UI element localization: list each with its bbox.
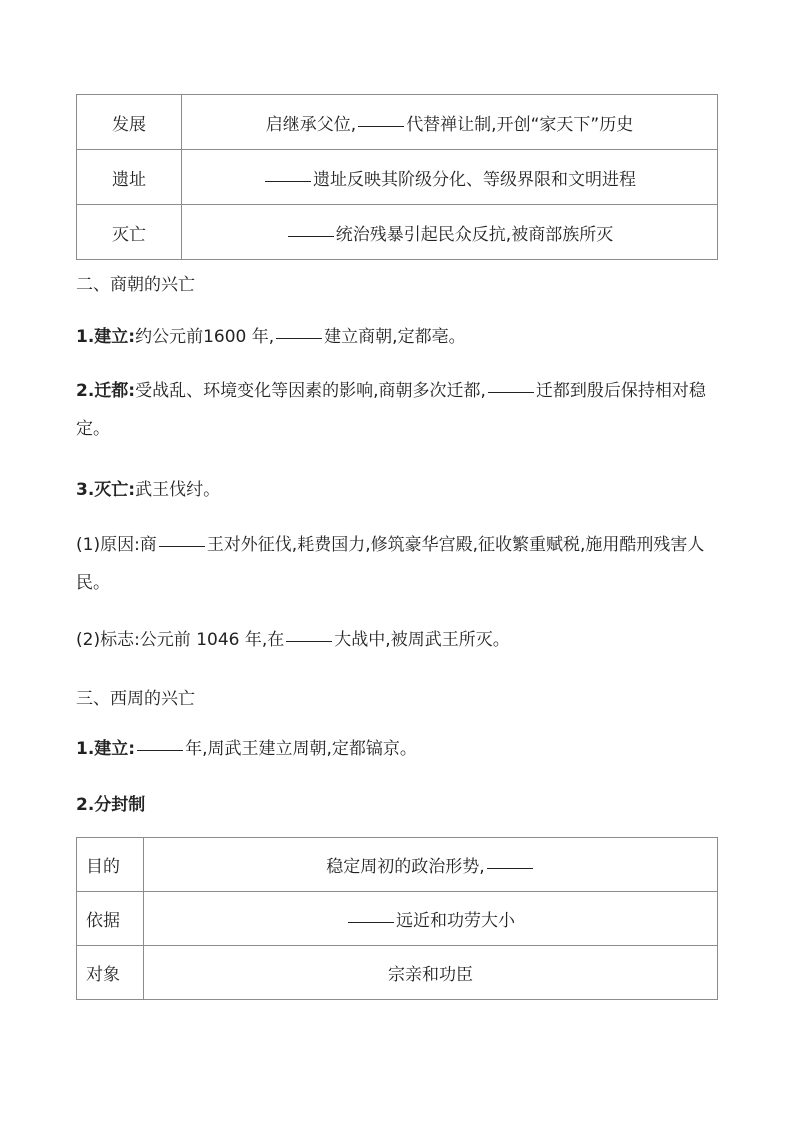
row-key: 依据 — [77, 892, 144, 946]
row-value: 宗亲和功臣 — [144, 946, 718, 1000]
answer-blank[interactable] — [487, 867, 533, 869]
paragraph-shang-fall: 3.灭亡:武王伐纣。 — [76, 480, 221, 500]
row-value: 启继承父位, 代替禅让制,开创“家天下”历史 — [182, 95, 718, 150]
table-row — [77, 892, 718, 946]
row-value: 遗址反映其阶级分化、等级界限和文明进程 — [182, 150, 718, 205]
row-key: 对象 — [77, 946, 144, 1000]
table-row — [77, 95, 718, 150]
table-row — [77, 150, 718, 205]
section-title-shang: 二、商朝的兴亡 — [76, 275, 195, 295]
paragraph-zhou-founding: 1.建立: 年,周武王建立周朝,定都镐京。 — [76, 739, 417, 759]
table-row — [77, 838, 718, 892]
answer-blank[interactable] — [159, 545, 205, 547]
row-value: 统治残暴引起民众反抗,被商部族所灭 — [182, 205, 718, 260]
paragraph-shang-cause: (1)原因:商 王对外征伐,耗费国力,修筑豪华宫殿,征收繁重赋税,施用酷刑残害人民。 — [76, 535, 705, 593]
row-key: 灭亡 — [77, 205, 182, 260]
answer-blank[interactable] — [276, 337, 322, 339]
row-key: 目的 — [77, 838, 144, 892]
row-value: 远近和功劳大小 — [144, 892, 718, 946]
table-xia — [76, 94, 718, 260]
answer-blank[interactable] — [137, 749, 183, 751]
paragraph-shang-founding: 1.建立:约公元前1600 年, 建立商朝,定都亳。 — [76, 327, 466, 347]
table-row — [77, 946, 718, 1000]
answer-blank[interactable] — [265, 180, 311, 182]
answer-blank[interactable] — [348, 921, 394, 923]
answer-blank[interactable] — [286, 640, 332, 642]
row-value: 稳定周初的政治形势, — [144, 838, 718, 892]
paragraph-shang-sign: (2)标志:公元前 1046 年,在 大战中,被周武王所灭。 — [76, 630, 510, 650]
table-row — [77, 205, 718, 260]
answer-blank[interactable] — [288, 235, 334, 237]
row-key: 发展 — [77, 95, 182, 150]
table-fenfeng — [76, 837, 718, 1000]
answer-blank[interactable] — [488, 391, 534, 393]
paragraph-fenfeng-title: 2.分封制 — [76, 795, 146, 815]
row-key: 遗址 — [77, 150, 182, 205]
answer-blank[interactable] — [358, 125, 404, 127]
section-title-zhou: 三、西周的兴亡 — [76, 689, 195, 709]
paragraph-shang-capital: 2.迁都:受战乱、环境变化等因素的影响,商朝多次迁都, 迁都到殷后保持相对稳定。 — [76, 381, 706, 439]
